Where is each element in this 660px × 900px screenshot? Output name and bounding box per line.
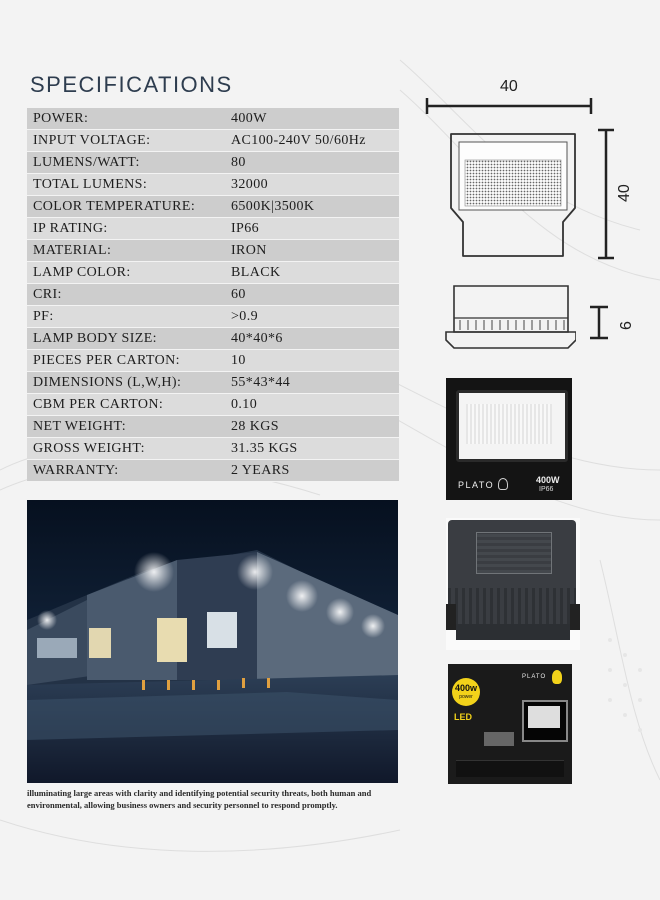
spec-label: WARRANTY: xyxy=(27,460,225,482)
spec-label: LAMP BODY SIZE: xyxy=(27,328,225,350)
spec-value: IP66 xyxy=(225,218,399,240)
spec-value: 40*40*6 xyxy=(225,328,399,350)
rating-label: IP66 xyxy=(539,486,554,493)
spec-label: IP RATING: xyxy=(27,218,225,240)
side-view-diagram xyxy=(444,282,576,354)
width-label: 40 xyxy=(500,78,518,95)
depth-label: 6 xyxy=(618,321,635,330)
spec-label: TOTAL LUMENS: xyxy=(27,174,225,196)
spec-label: DIMENSIONS (L,W,H): xyxy=(27,372,225,394)
spec-value: >0.9 xyxy=(225,306,399,328)
product-front-photo xyxy=(446,378,572,500)
spec-value: 80 xyxy=(225,152,399,174)
spec-label: GROSS WEIGHT: xyxy=(27,438,225,460)
spec-row xyxy=(27,350,399,372)
box-brand-label: PLATO xyxy=(522,674,547,680)
power-badge: 400w power xyxy=(452,678,480,706)
spec-row xyxy=(27,306,399,328)
spec-row xyxy=(27,416,399,438)
spec-row xyxy=(27,284,399,306)
spec-value: 60 xyxy=(225,284,399,306)
spec-row xyxy=(27,460,399,482)
spec-row xyxy=(27,394,399,416)
spec-value: 10 xyxy=(225,350,399,372)
spec-value: AC100-240V 50/60Hz xyxy=(225,130,399,152)
spec-value: 6500K|3500K xyxy=(225,196,399,218)
spec-value: 55*43*44 xyxy=(225,372,399,394)
spec-row xyxy=(27,152,399,174)
width-dimension-line xyxy=(425,96,595,116)
spec-label: COLOR TEMPERATURE: xyxy=(27,196,225,218)
spec-value: 2 YEARS xyxy=(225,460,399,482)
box-bulb-icon xyxy=(552,670,562,684)
brand-label: PLATO xyxy=(458,480,495,490)
spec-label: PIECES PER CARTON: xyxy=(27,350,225,372)
led-label: LED xyxy=(454,712,472,722)
spec-row xyxy=(27,438,399,460)
spec-label: PF: xyxy=(27,306,225,328)
spec-label: POWER: xyxy=(27,108,225,130)
spec-table xyxy=(27,108,399,482)
spec-value: 31.35 KGS xyxy=(225,438,399,460)
spec-row xyxy=(27,328,399,350)
height-label: 40 xyxy=(616,184,633,202)
product-back-photo xyxy=(446,518,580,650)
spec-value: BLACK xyxy=(225,262,399,284)
page-title: SPECIFICATIONS xyxy=(30,72,233,97)
spec-row xyxy=(27,372,399,394)
spec-row xyxy=(27,218,399,240)
spec-value: IRON xyxy=(225,240,399,262)
spec-label: LAMP COLOR: xyxy=(27,262,225,284)
spec-value: 32000 xyxy=(225,174,399,196)
building-night-photo xyxy=(27,500,398,783)
spec-label: MATERIAL: xyxy=(27,240,225,262)
spec-row xyxy=(27,130,399,152)
product-box-photo xyxy=(448,664,572,784)
spec-label: LUMENS/WATT: xyxy=(27,152,225,174)
spec-row xyxy=(27,240,399,262)
spec-row xyxy=(27,108,399,130)
caption-text: illuminating large areas with clarity and identifying potential security threats, both human and environmental, allowing business owners and security personnel to respond promptly. xyxy=(27,788,372,810)
bulb-icon xyxy=(498,478,508,490)
spec-row xyxy=(27,262,399,284)
front-view-diagram xyxy=(445,130,581,260)
spec-value: 28 KGS xyxy=(225,416,399,438)
spec-value: 400W xyxy=(225,108,399,130)
power-label: 400W xyxy=(536,475,560,485)
depth-dimension-line xyxy=(588,305,610,341)
height-dimension-line xyxy=(596,128,616,262)
spec-label: CBM PER CARTON: xyxy=(27,394,225,416)
spec-row xyxy=(27,196,399,218)
spec-value: 0.10 xyxy=(225,394,399,416)
spec-row xyxy=(27,174,399,196)
spec-label: INPUT VOLTAGE: xyxy=(27,130,225,152)
spec-label: NET WEIGHT: xyxy=(27,416,225,438)
spec-label: CRI: xyxy=(27,284,225,306)
